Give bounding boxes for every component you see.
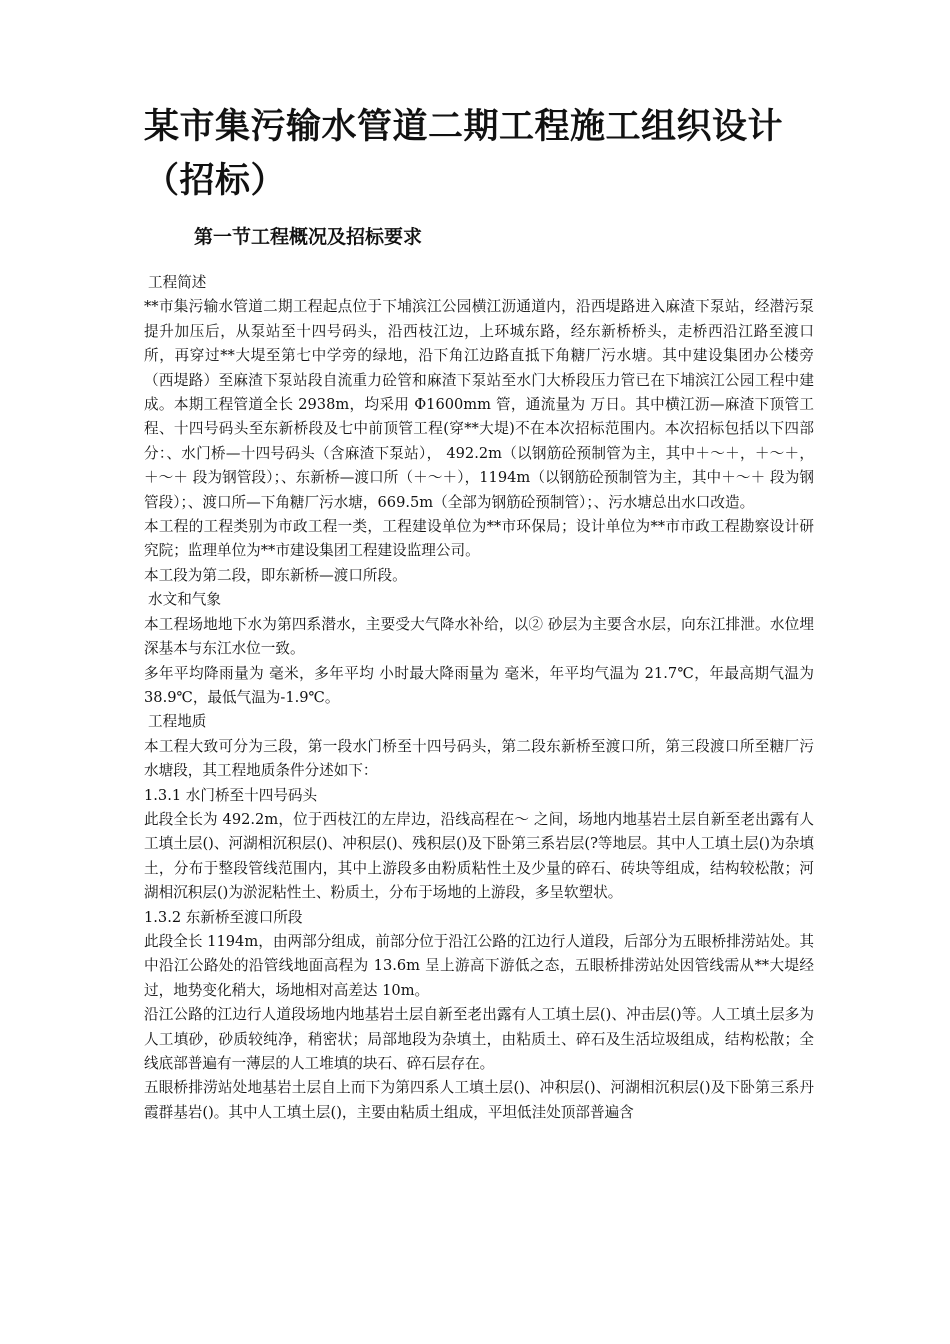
subsection-heading: 工程地质 xyxy=(148,713,207,731)
section-heading: 第一节工程概况及招标要求 xyxy=(194,226,423,248)
body-paragraph: **市集污输水管道二期工程起点位于下埔滨江公园横江沥通道内，沿西堤路进入麻渣下泵站，经潜污泵提升加压后，从泵站至十四号码头，沿西枝江边，上环城东路，经东新桥桥头，走桥西沿江路至渡口所，再穿过**大堤至第七中学旁的绿地，沿下角江边路直抵下角糖厂污水塘。其中建设集团办公楼旁（西堤路）至麻渣下泵站段自流重力砼管和麻渣下泵站至水门大桥段压力管已在下埔滨江公园工程中建成。本期工程管道全长 2938m，均采用 Φ1600mm 管，通流量为 万日。其中横江沥—麻渣下顶管工程、十四号码头至东新桥段及七中前顶管工程(穿**大堤)不在本次招标范围内。本次招标包括以下四部分：、水门桥—十四号码头（含麻渣下泵站）， 492.2m（以钢筋砼预制管为主，其中＋～＋，＋～＋，＋～＋ 段为钢管段）；、东新桥—渡口所（＋～＋），1194m（以钢筋砼预制管为主，其中＋～＋ 段为钢管段）；、渡口所—下角糖厂污水塘，669.5m（全部为钢筋砼预制管）；、污水塘总出水口改造。 xyxy=(144,298,814,511)
body-paragraph: 本工程大致可分为三段，第一段水门桥至十四号码头，第二段东新桥至渡口所，第三段渡口所至糖厂污水塘段，其工程地质条件分述如下： xyxy=(144,737,814,780)
body-paragraph: 五眼桥排涝站处地基岩土层自上而下为第四系人工填土层()、冲积层()、河湖相沉积层()及下卧第三系丹霞群基岩()。其中人工填土层()，主要由粘质土组成，平坦低洼处顶部普遍含 xyxy=(144,1079,814,1121)
body-paragraph: 此段全长为 492.2m，位于西枝江的左岸边，沿线高程在～ 之间，场地内地基岩土层自新至老出露有人工填土层()、河湖相沉积层()、冲积层()、残积层()及下卧第三系岩层(?等地层。其中人工填土层()为杂填土，分布于整段管线范围内，其中上游段多由粉质粘性土及少量的碎石、砖块等组成，结构较松散；河湖相沉积层()为淤泥粘性土、粉质土，分布于场地的上游段，多呈软塑状。 xyxy=(144,810,814,902)
body-paragraph: 此段全长 1194m，由两部分组成，前部分位于沿江公路的江边行人道段，后部分为五眼桥排涝站处。其中沿江公路处的沿管线地面高程为 13.6m 呈上游高下游低之态，五眼桥排涝站处因管线需从**大堤经过，地势变化稍大，场地相对高差达 10m。 xyxy=(144,932,814,999)
document-body xyxy=(144,271,814,1125)
body-paragraph: 本工段为第二段，即东新桥—渡口所段。 xyxy=(144,566,407,584)
body-paragraph: 本工程场地地下水为第四系潜水，主要受大气降水补给，以② 砂层为主要含水层，向东江排泄。水位埋深基本与东江水位一致。 xyxy=(144,615,814,658)
body-paragraph: 1.3.1 水门桥至十四号码头 xyxy=(144,786,318,804)
body-paragraph: 沿江公路的江边行人道段场地内地基岩土层自新至老出露有人工填土层()、冲击层()等。人工填土层多为人工填砂，砂质较纯净，稍密状；局部地段为杂填土，由粘质土、碎石及生活垃圾组成，结构松散；全线底部普遍有一薄层的人工堆填的块石、碎石层存在。 xyxy=(144,1006,814,1072)
body-paragraph: 多年平均降雨量为 毫米，多年平均 小时最大降雨量为 毫米，年平均气温为 21.7℃，年最高期气温为 38.9℃，最低气温为-1.9℃。 xyxy=(144,664,814,706)
document-title: 某市集污输水管道二期工程施工组织设计（招标） xyxy=(144,107,784,201)
body-paragraph: 1.3.2 东新桥至渡口所段 xyxy=(144,908,303,926)
subsection-heading: 水文和气象 xyxy=(148,591,221,609)
body-paragraph: 本工程的工程类别为市政工程一类，工程建设单位为**市环保局；设计单位为**市市政工程勘察设计研究院；监理单位为**市建设集团工程建设监理公司。 xyxy=(144,518,814,560)
subsection-heading: 工程简述 xyxy=(148,274,207,291)
